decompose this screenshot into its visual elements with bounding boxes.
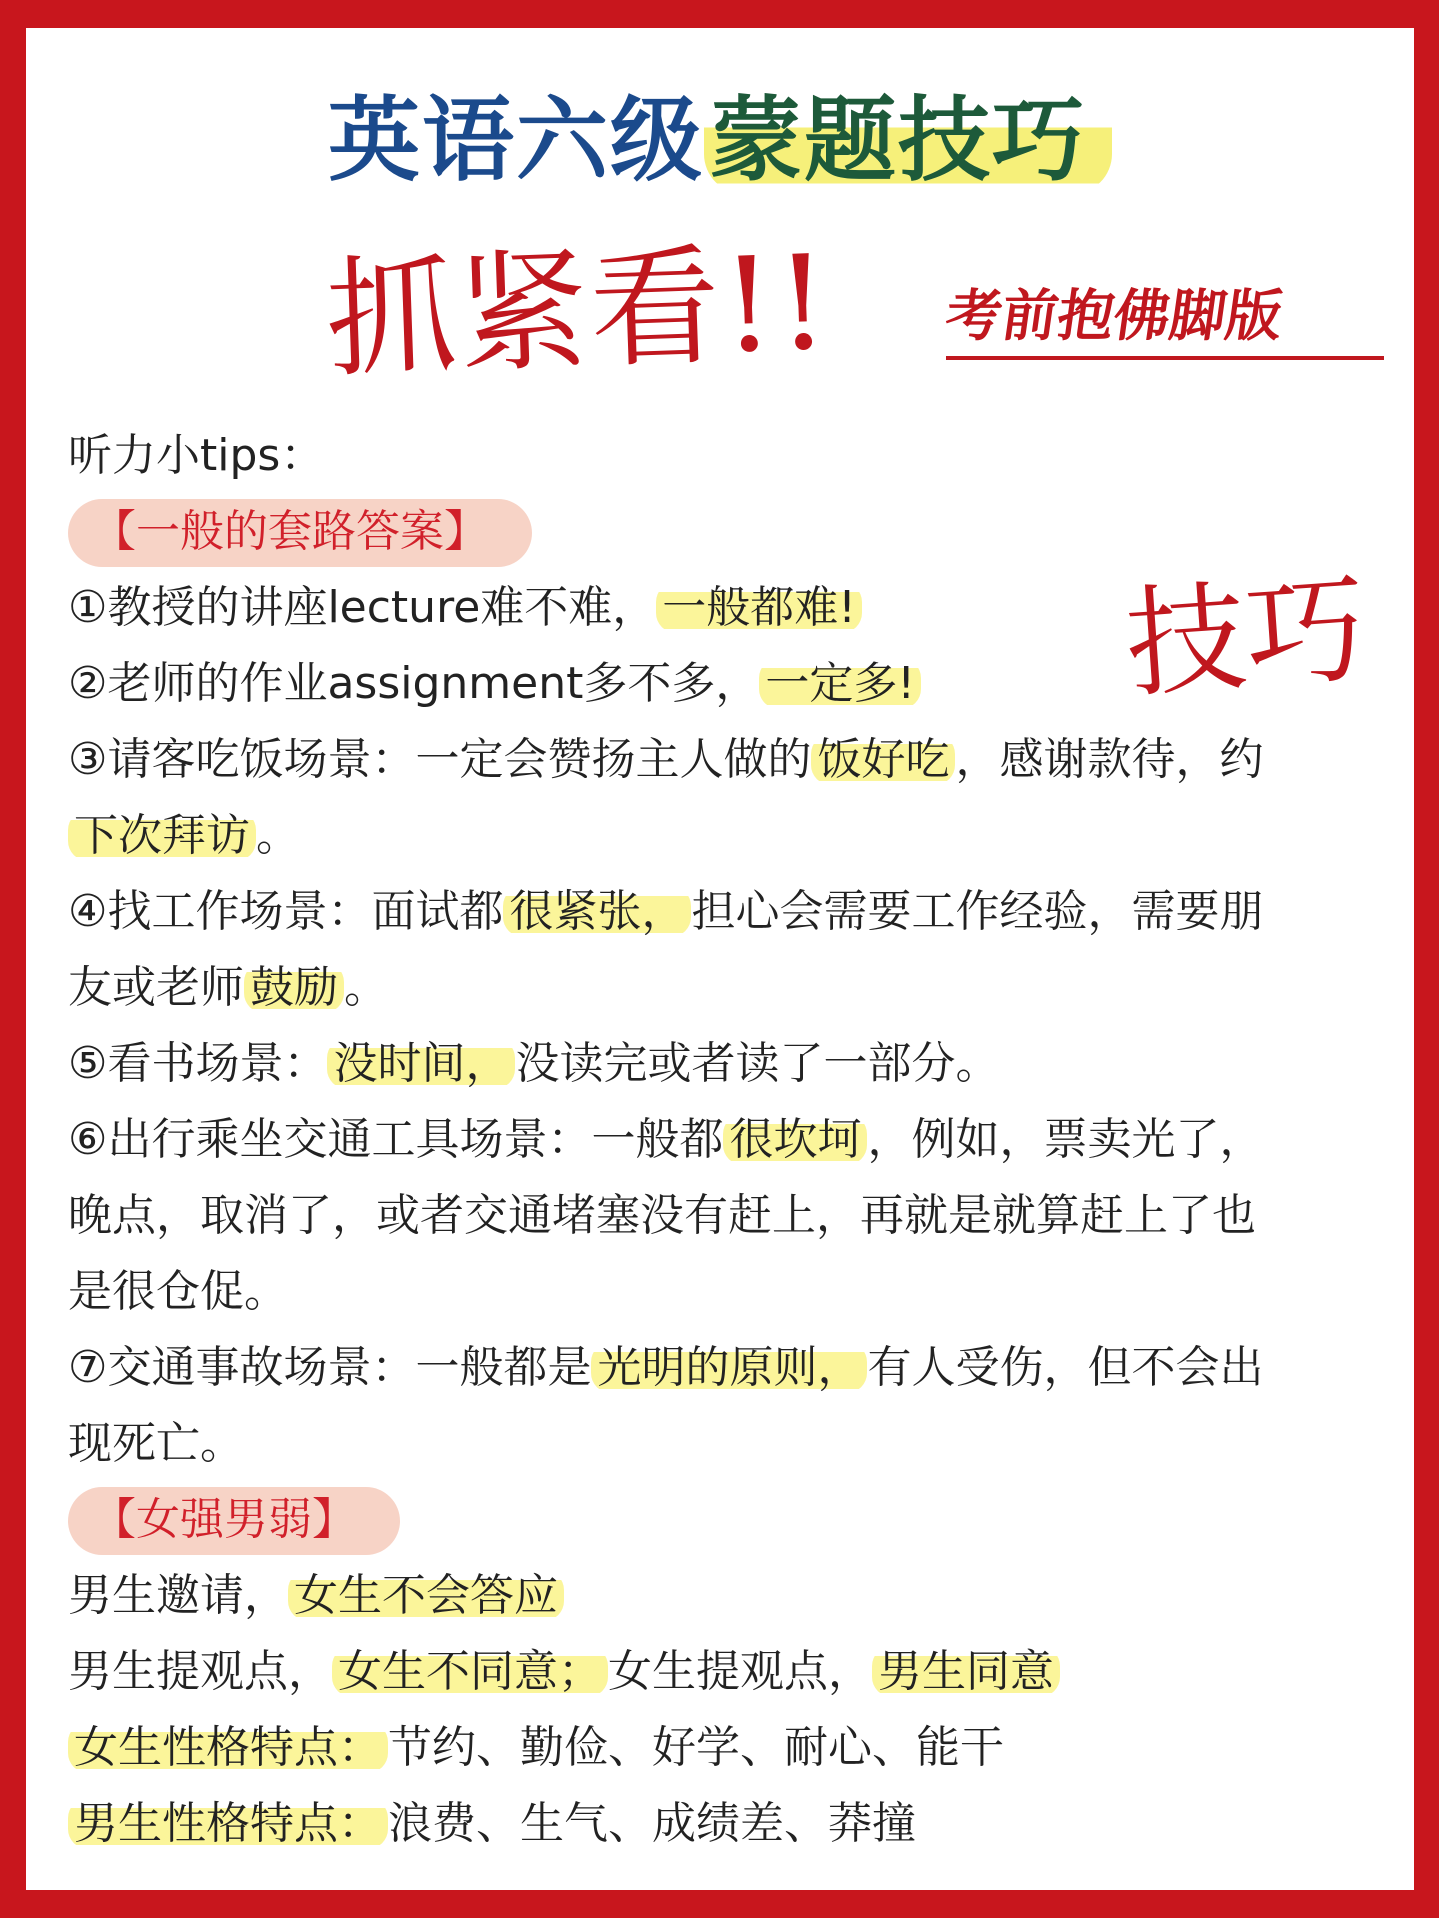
tip-item-5	[68, 1026, 1408, 1102]
tip-text: 。	[256, 810, 300, 861]
tip-item-4-cont	[68, 950, 1408, 1026]
handwritten-skill: 技巧	[1121, 559, 1371, 716]
tip-item-6	[68, 1102, 1408, 1178]
tip-highlight: 男生性格特点：	[68, 1798, 388, 1849]
tip-text: ⑥出行乘坐交通工具场景：一般都	[68, 1114, 724, 1165]
handwritten-underline	[946, 356, 1384, 360]
tip-text: 女生提观点，	[608, 1646, 872, 1697]
tip-text: 节约、勤俭、好学、耐心、能干	[388, 1722, 1004, 1773]
tip-text: 现死亡。	[68, 1418, 244, 1469]
tip-highlight: 一般都难!	[656, 582, 862, 633]
title-part2-highlight: 蒙题技巧	[704, 87, 1112, 194]
gender-line-2	[68, 1634, 1408, 1710]
tip-item-7-cont	[68, 1406, 1408, 1482]
tip-highlight: 女生不会答应	[288, 1570, 564, 1621]
tip-text: ，感谢款待，约	[955, 734, 1264, 785]
gender-line-3	[68, 1710, 1408, 1786]
tip-item-6-cont2	[68, 1254, 1408, 1330]
tip-highlight: 饭好吃	[811, 734, 955, 785]
gender-line-1	[68, 1558, 1408, 1634]
tip-highlight: 光明的原则，	[591, 1342, 867, 1393]
tip-text: 晚点，取消了，或者交通堵塞没有赶上，再就是就算赶上了也	[68, 1190, 1256, 1241]
tip-text: ②老师的作业assignment多不多，	[68, 658, 760, 709]
section-header-1	[68, 494, 1408, 570]
tip-text: ①教授的讲座lecture难不难，	[68, 582, 657, 633]
tip-text: 友或老师	[68, 962, 244, 1013]
tip-text: 是很仓促。	[68, 1266, 288, 1317]
section-pill-general-answers: 【一般的套路答案】	[68, 499, 532, 567]
poster-card	[26, 28, 1414, 1890]
section-pill-strong-women: 【女强男弱】	[68, 1487, 400, 1555]
tip-item-3	[68, 722, 1408, 798]
tip-text: 男生提观点，	[68, 1646, 332, 1697]
tip-text: ⑦交通事故场景：一般都是	[68, 1342, 592, 1393]
tip-text: ⑤看书场景：	[68, 1038, 328, 1089]
intro-text: 听力小tips：	[68, 430, 325, 481]
tip-highlight: 很坎坷	[723, 1114, 867, 1165]
tip-text: 有人受伤，但不会出	[867, 1342, 1264, 1393]
tip-highlight: 女生不同意；	[332, 1646, 608, 1697]
title-part1: 英语六级	[327, 87, 704, 194]
tip-highlight: 很紧张，	[503, 886, 691, 937]
page-title	[26, 86, 1414, 196]
gender-line-4	[68, 1786, 1408, 1862]
tip-highlight: 一定多!	[759, 658, 921, 709]
tip-item-4	[68, 874, 1408, 950]
tip-text: ④找工作场景：面试都	[68, 886, 504, 937]
tip-text: 没读完或者读了一部分。	[515, 1038, 1000, 1089]
tip-highlight: 鼓励	[244, 962, 344, 1013]
tip-item-2	[68, 646, 1408, 722]
handwritten-cram-edition: 考前抱佛脚版	[941, 283, 1287, 349]
tip-item-1	[68, 570, 1408, 646]
tip-item-3-cont	[68, 798, 1408, 874]
tip-text: 浪费、生气、成绩差、莽撞	[388, 1798, 916, 1849]
section-header-2	[68, 1482, 1408, 1558]
tip-text: 。	[344, 962, 388, 1013]
tips-content	[68, 418, 1408, 1862]
intro-line	[68, 418, 1408, 494]
handwritten-read-now: 抓紧看!!	[323, 226, 833, 396]
tip-highlight: 女生性格特点：	[68, 1722, 388, 1773]
tip-highlight: 男生同意	[872, 1646, 1060, 1697]
tip-highlight: 下次拜访	[68, 810, 256, 861]
tip-text: ，例如，票卖光了，	[867, 1114, 1264, 1165]
tip-text: 男生邀请，	[68, 1570, 288, 1621]
tip-item-6-cont	[68, 1178, 1408, 1254]
tip-text: 担心会需要工作经验，需要朋	[691, 886, 1264, 937]
tip-highlight: 没时间，	[327, 1038, 515, 1089]
tip-text: ③请客吃饭场景：一定会赞扬主人做的	[68, 734, 812, 785]
tip-item-7	[68, 1330, 1408, 1406]
